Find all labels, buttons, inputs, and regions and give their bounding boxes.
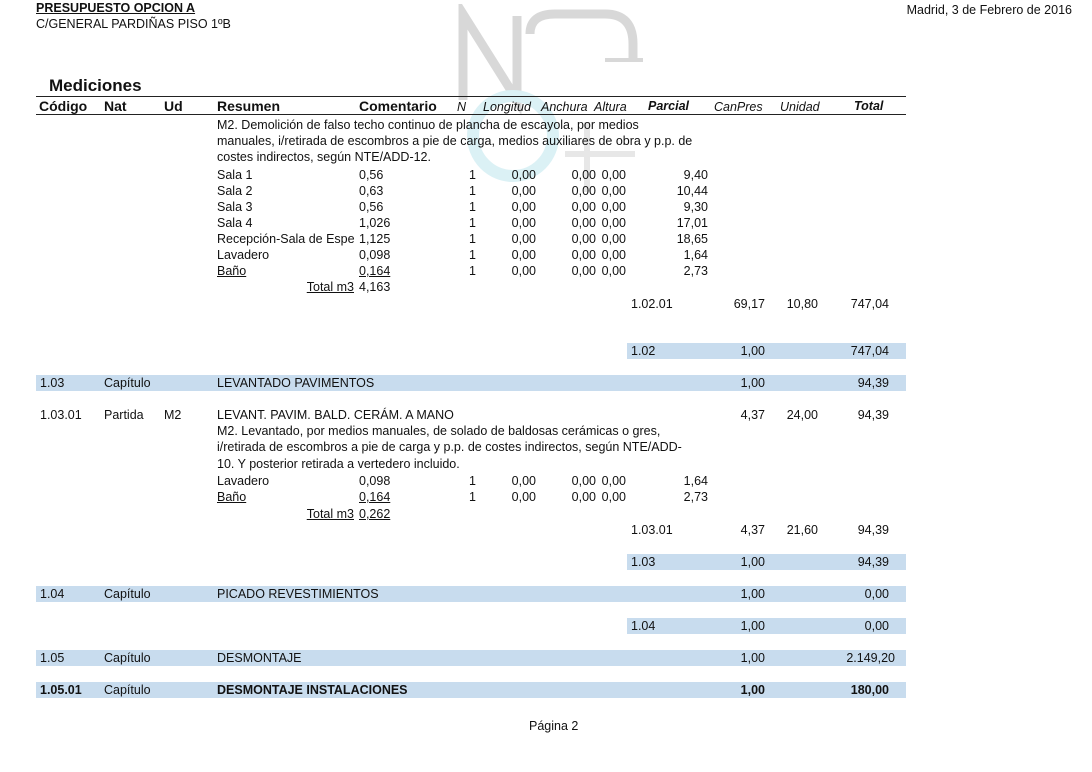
subtotal-canpres: 1,00 (740, 619, 765, 633)
chapter-nat: Capítulo (104, 683, 151, 697)
desc-line: i/retirada de escombros a pie de carga y p.p. de costes indirectos, según NTE/ADD- (217, 440, 682, 454)
document-address: C/GENERAL PARDIÑAS PISO 1ºB (36, 17, 231, 31)
total-label: Total m3 (306, 280, 354, 294)
subtotal-code: 1.04 (631, 619, 656, 633)
chapter-row (36, 650, 906, 666)
chapter-code: 1.03 (40, 376, 65, 390)
chapter-canpres: 1,00 (740, 376, 765, 390)
subtotal-canpres: 1,00 (740, 555, 765, 569)
chapter-canpres: 1,00 (740, 651, 765, 665)
chapter-title: LEVANTADO PAVIMENTOS (217, 376, 375, 390)
col-n: N (457, 100, 467, 114)
col-canpres: CanPres (714, 100, 763, 114)
chapter-title: DESMONTAJE INSTALACIONES (217, 683, 408, 697)
total-value: 0,262 (359, 507, 391, 521)
col-codigo: Código (39, 98, 88, 114)
col-comentario: Comentario (359, 98, 437, 114)
total-value: 4,163 (359, 280, 391, 294)
chapter-nat: Capítulo (104, 651, 151, 665)
col-anchura: Anchura (541, 100, 588, 114)
col-parcial: Parcial (648, 99, 690, 113)
col-unidad: Unidad (780, 100, 820, 114)
document-date: Madrid, 3 de Febrero de 2016 (906, 3, 1072, 17)
partida-canpres: 4,37 (740, 408, 765, 422)
chapter-row (36, 682, 906, 698)
chapter-row (36, 586, 906, 602)
partida-unidad: 24,00 (786, 408, 818, 422)
desc-line: manuales, i/retirada de escombros a pie de carga, medios auxiliares de obra y p.p. de (217, 134, 693, 148)
partida-code: 1.03.01 (40, 408, 82, 422)
total-label: Total m3 (306, 507, 354, 521)
header-top-rule (36, 96, 906, 97)
partida-ud: M2 (164, 408, 182, 422)
col-altura: Altura (594, 100, 627, 114)
partida-total: 94,39 (857, 408, 889, 422)
col-resumen: Resumen (217, 98, 281, 114)
chapter-canpres: 1,00 (740, 587, 765, 601)
desc-line: 10. Y posterior retirada a vertedero incluido. (217, 457, 460, 471)
chapter-nat: Capítulo (104, 376, 151, 390)
chapter-row (36, 375, 906, 391)
partida-nat: Partida (104, 408, 144, 422)
desc-line: costes indirectos, según NTE/ADD-12. (217, 150, 431, 164)
document-title: PRESUPUESTO OPCION A (36, 1, 196, 15)
desc-line: M2. Levantado, por medios manuales, de solado de baldosas cerámicas o gres, (217, 424, 661, 438)
chapter-code: 1.04 (40, 587, 65, 601)
col-nat: Nat (104, 98, 127, 114)
col-total: Total (854, 99, 884, 113)
subtotal-total: 94,39 (857, 555, 889, 569)
subtotal-code: 1.02 (631, 344, 656, 358)
col-longitud: Longitud (483, 100, 531, 114)
chapter-title: PICADO REVESTIMIENTOS (217, 587, 379, 601)
subtotal-total: 747,04 (850, 344, 889, 358)
chapter-title: DESMONTAJE (217, 651, 302, 665)
subtotal-code: 1.03 (631, 555, 656, 569)
chapter-total: 180,00 (850, 683, 889, 697)
chapter-total: 94,39 (857, 376, 889, 390)
desc-line: M2. Demolición de falso techo continuo de plancha de escayola, por medios (217, 118, 639, 132)
chapter-total: 2.149,20 (846, 651, 895, 665)
chapter-code: 1.05 (40, 651, 65, 665)
chapter-nat: Capítulo (104, 587, 151, 601)
header-bottom-rule (36, 114, 906, 115)
chapter-canpres: 1,00 (740, 683, 765, 697)
subtotal-total: 0,00 (864, 619, 889, 633)
chapter-code: 1.05.01 (40, 683, 82, 697)
section-title: Mediciones (49, 76, 142, 95)
page-number: Página 2 (529, 719, 579, 733)
partida-title: LEVANT. PAVIM. BALD. CERÁM. A MANO (217, 408, 454, 422)
col-ud: Ud (164, 98, 183, 114)
chapter-total: 0,00 (864, 587, 889, 601)
subtotal-canpres: 1,00 (740, 344, 765, 358)
